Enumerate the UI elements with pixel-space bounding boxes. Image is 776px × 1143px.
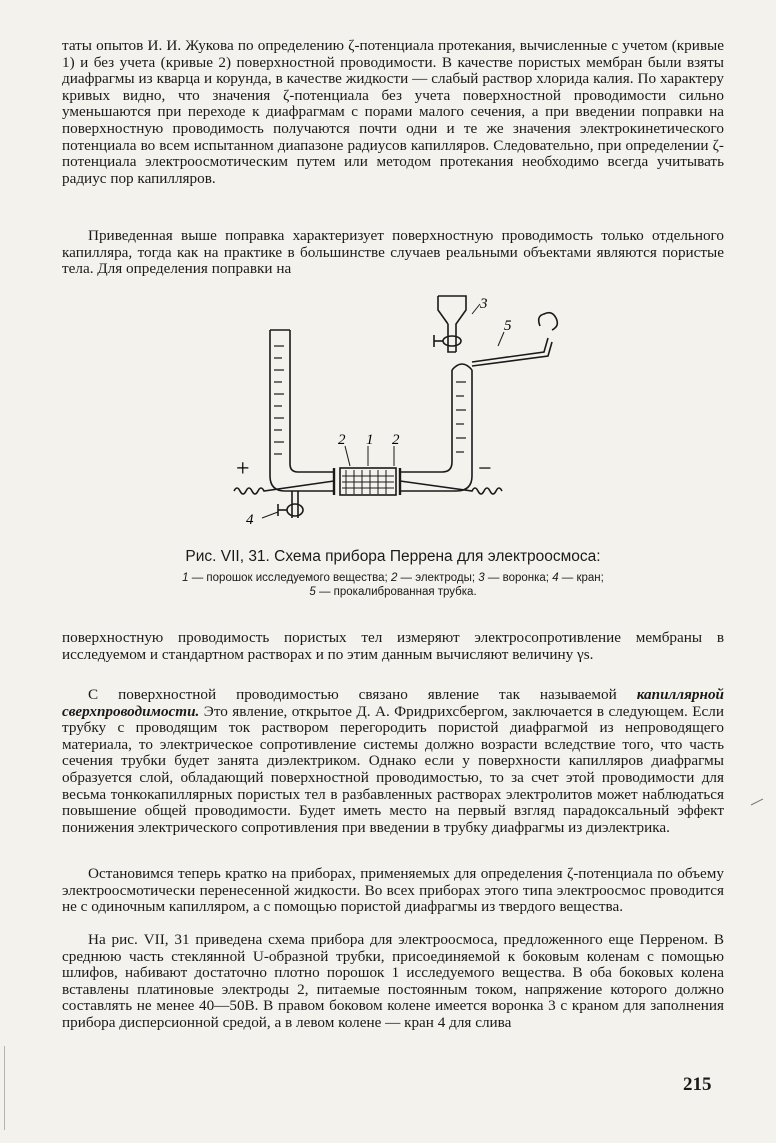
label-tap: 4 (246, 512, 254, 528)
perrin-apparatus-diagram (222, 286, 568, 538)
legend-text-1: — порошок исследуемого вещества; (188, 572, 391, 584)
legend-num-3: 3 (478, 572, 485, 584)
paragraph-2: Приведенная выше поправка характеризует поверхностную проводимость только отдельного капилляра, тогда как на практике в большинстве случаев реальными объектами являются пористые тела. Для определения поправки на (62, 227, 724, 278)
paragraph-6: На рис. VII, 31 приведена схема прибора для электроосмоса, предложенного еще Перреном. В среднюю часть стеклянной U-образной трубки, присоединяемой к боковым коленам с помощью шлифов, набивают достаточно плотно порошок 1 исследуемого вещества. В оба боковых колена вставлены платиновые электроды 2, питаемые постоянным током, напряжение которого должно составлять не менее 40—50В. В правом боковом колене имеется воронка 3 с краном для заполнения прибора дисперсионной средой, а в левом колене — кран 4 для слива (62, 931, 724, 1031)
label-funnel: 3 (480, 296, 488, 312)
label-tube: 5 (504, 318, 512, 334)
figure-legend (62, 571, 724, 599)
legend-num-2: 2 (390, 572, 398, 584)
legend-text-2: — электроды; (397, 572, 479, 584)
legend-text-5: — прокалиброванная трубка. (315, 586, 477, 598)
margin-pencil-mark (750, 798, 764, 806)
label-powder: 1 (366, 432, 374, 448)
label-minus: − (478, 456, 492, 482)
legend-text-3: — воронка; (484, 572, 553, 584)
legend-text-4: — кран; (558, 572, 604, 584)
paragraph-4-start: С поверхностной проводимостью связано явление так называемой (88, 686, 637, 703)
label-electrode-left: 2 (338, 432, 346, 448)
figure-caption: Рис. VII, 31. Схема прибора Перрена для электроосмоса: (185, 548, 601, 565)
label-electrode-right: 2 (392, 432, 400, 448)
page-number: 215 (683, 1074, 712, 1095)
paragraph-4-end: Это явление, открытое Д. А. Фридрихсбергом, заключается в следующем. Если трубку с проводящим ток раствором перегородить пористой диафрагмой из непроводящего материала, то электрическое сопротивление системы должно возрасти вследствие того, что часть сечения трубки будет занята диэлектриком. Однако если у поверхности капилляров диафрагмы образуется слой, обладающий поверхностной проводимостью, то за счет этой проводимости для весьма тонкокапиллярных пористых тел в разбавленных растворах электролитов может наблюдаться повышение общей проводимости. Будет иметь место на первый взгляд парадоксальный эффект понижения электрического сопротивления при введении в трубку диафрагмы из диэлектрика. (62, 702, 724, 836)
legend-num-4: 4 (552, 572, 559, 584)
legend-num-5: 5 (309, 586, 316, 598)
paragraph-4 (62, 687, 724, 836)
term-capillary-superconductivity: капиллярной сверхпроводимости. (62, 686, 724, 720)
paragraph-5: Остановимся теперь кратко на приборах, применяемых для определения ζ-потенциала по объему электроосмотически перенесенной жидкости. Во всех приборах этого типа электроосмос проводится не с одиночным капилляром, а с помощью пористой диафрагмы из твердого вещества. (62, 865, 724, 916)
paragraph-1: таты опытов И. И. Жукова по определению ζ-потенциала протекания, вычисленные с учетом (кривые 1) и без учета (кривые 2) поверхностной проводимости. В качестве пористых мембран были взяты диафрагмы из кварца и корунда, в качестве жидкости — слабый раствор хлорида калия. По характеру кривых видно, что значения ζ-потенциала без учета поверхностной проводимости сильно уменьшаются при переходе к диафрагмам с порами малого сечения, а при введении поправки на поверхностную проводимость получаются почти одни и те же значения электрокинетического потенциала во всем испытанном диапазоне радиусов капилляров. Следовательно, при определении ζ-потенциала электроосмотическим путем или методом протекания необходимо всегда учитывать радиус пор капилляров. (62, 37, 724, 187)
label-plus: + (236, 456, 250, 482)
paragraph-3: поверхностную проводимость пористых тел измеряют электросопротивление мембраны в исследуемом и стандартном растворах и по этим данным вычисляют величину γs. (62, 629, 724, 663)
page-edge-line (4, 1046, 5, 1130)
legend-num-1: 1 (182, 572, 189, 584)
